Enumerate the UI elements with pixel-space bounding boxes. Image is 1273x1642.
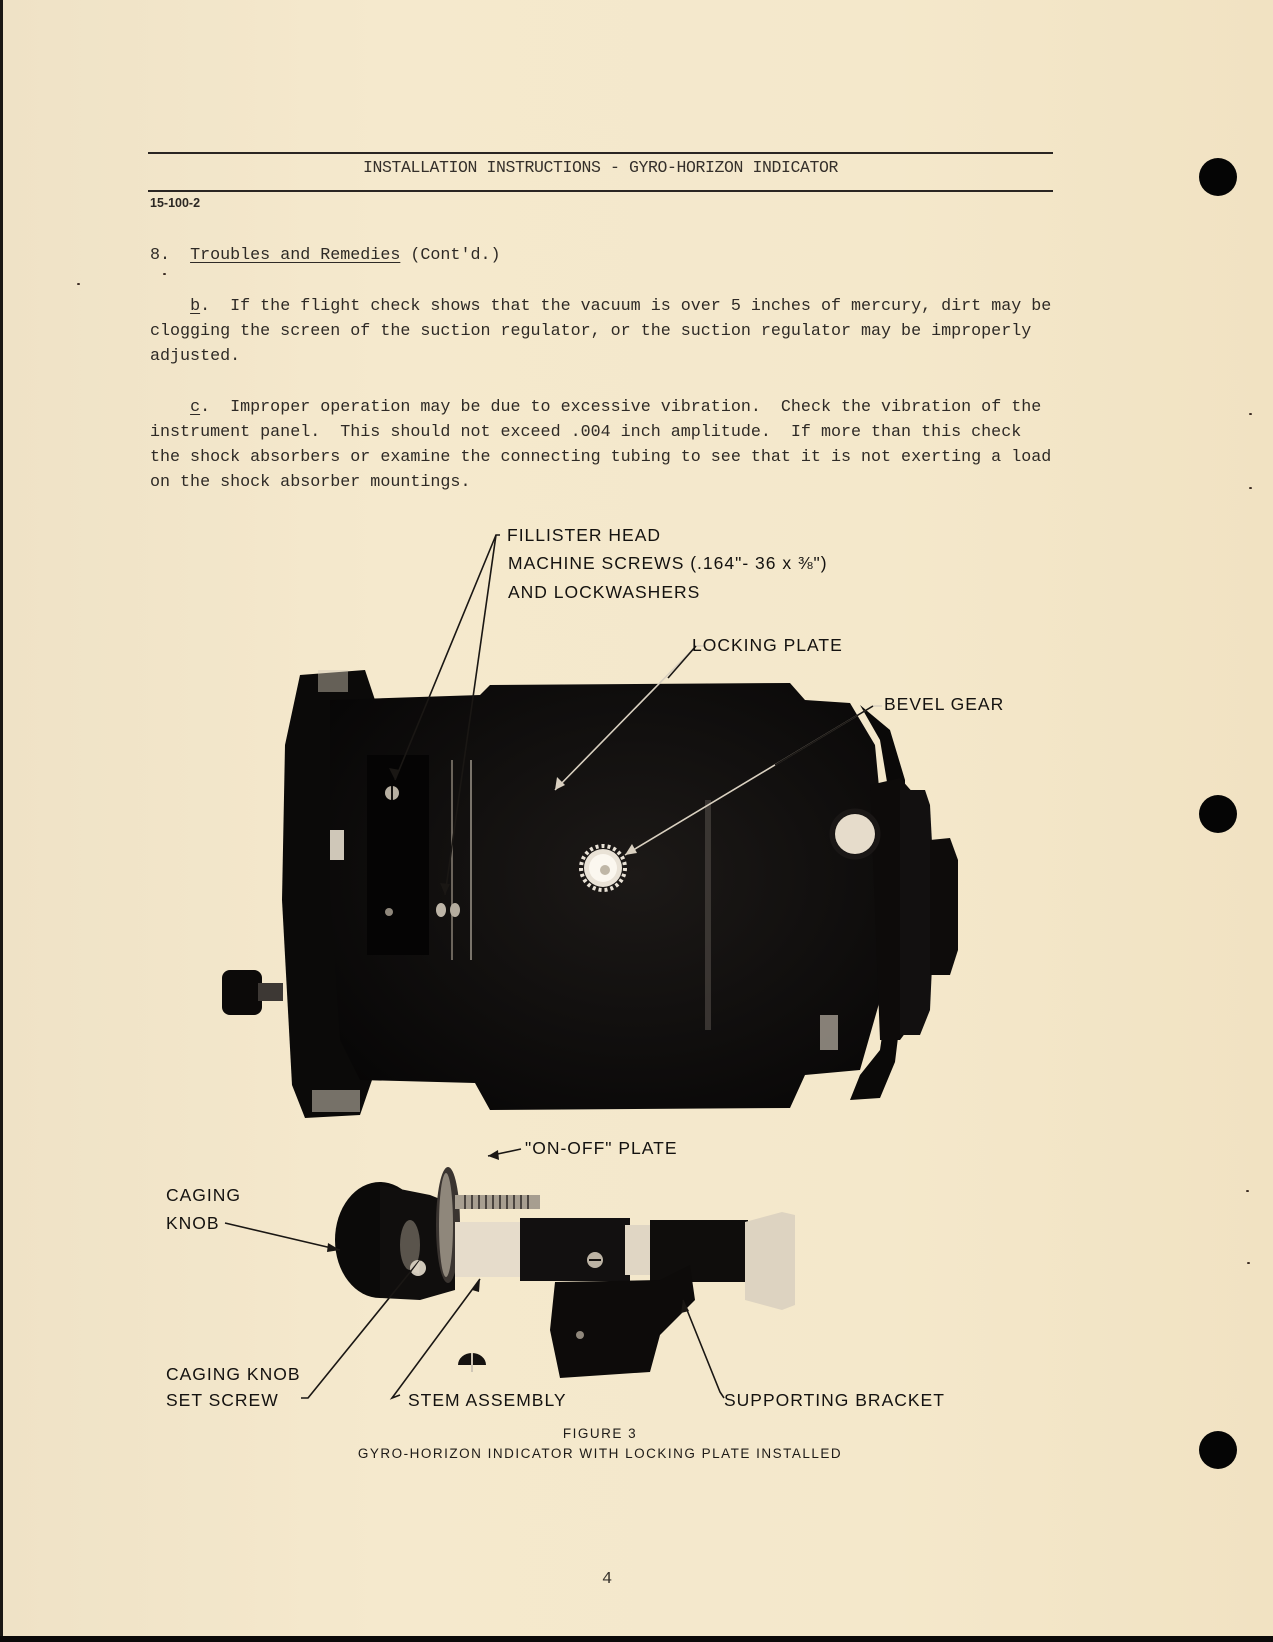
figure-caption: GYRO-HORIZON INDICATOR WITH LOCKING PLATE INSTALLED <box>357 1446 843 1461</box>
callout-fillister-head: FILLISTER HEAD <box>507 525 662 545</box>
callout-set-screw-2: SET SCREW <box>166 1390 279 1410</box>
page-number: 4 <box>602 1570 613 1589</box>
callout-lockwashers: AND LOCKWASHERS <box>508 582 701 602</box>
section-suffix: (Cont'd.) <box>410 246 501 265</box>
caging-knob-assembly <box>335 1167 795 1378</box>
paragraph-c-letter: c <box>190 398 201 417</box>
document-number: 15-100-2 <box>150 196 201 210</box>
callout-supporting-bracket: SUPPORTING BRACKET <box>724 1390 945 1410</box>
paragraph-c-line-1: c. Improper operation may be due to excessive vibration. Check the vibration of the <box>190 398 1042 417</box>
callout-caging-knob-1: CAGING <box>166 1185 242 1205</box>
callout-locking-plate: LOCKING PLATE <box>692 635 843 655</box>
figure-number: FIGURE 3 <box>562 1426 638 1441</box>
page-header-title: INSTALLATION INSTRUCTIONS - GYRO-HORIZON INDICATOR <box>362 158 839 177</box>
paragraph-c-line-3: the shock absorbers or examine the connecting tubing to see that it is not exerting a load <box>150 448 1052 467</box>
callout-bevel-gear: BEVEL GEAR <box>884 694 1005 714</box>
gyro-indicator-body <box>222 670 958 1118</box>
paragraph-b-line-1: b. If the flight check shows that the vacuum is over 5 inches of mercury, dirt may be <box>190 297 1052 316</box>
callout-stem-assembly: STEM ASSEMBLY <box>408 1390 567 1410</box>
callout-set-screw-1: CAGING KNOB <box>166 1364 301 1384</box>
callout-caging-knob-2: KNOB <box>166 1213 220 1233</box>
section-title: Troubles and Remedies <box>190 246 401 265</box>
paragraph-b-line-3: adjusted. <box>150 347 241 366</box>
paragraph-b-letter: b <box>190 297 201 316</box>
callout-on-off-plate: "ON-OFF" PLATE <box>525 1138 678 1158</box>
paragraph-b-line-2: clogging the screen of the suction regulator, or the suction regulator may be improperly <box>150 322 1032 341</box>
section-number: 8. <box>150 246 171 265</box>
callout-machine-screws: MACHINE SCREWS (.164"- 36 x ⅜") <box>508 553 828 573</box>
paragraph-c-line-4: on the shock absorber mountings. <box>150 473 471 492</box>
paragraph-c-line-2: instrument panel. This should not exceed .004 inch amplitude. If more than this check <box>150 423 1022 442</box>
